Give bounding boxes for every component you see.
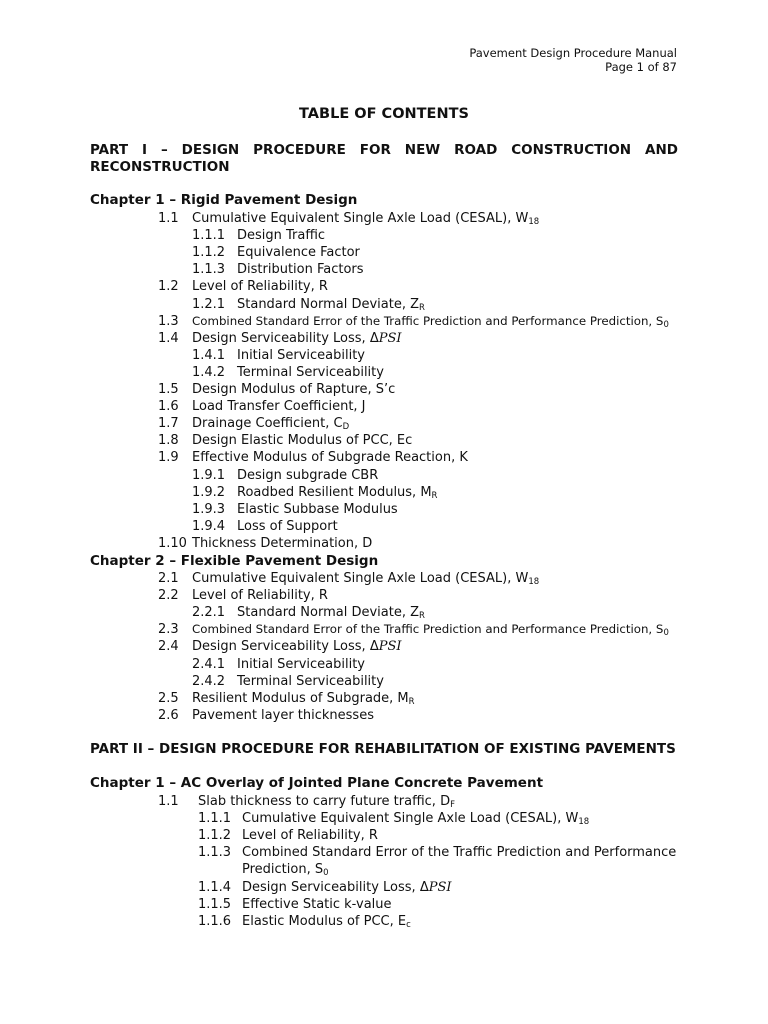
toc-entry-title: Drainage Coefficient, $C_D$ (192, 416, 350, 433)
toc-entry-title: Initial Serviceability (237, 656, 365, 672)
toc-entry-number: 1.1.1 (198, 811, 232, 827)
toc-entry-title: Design Elastic Modulus of PCC, Ec (192, 433, 413, 449)
part-1-heading: PART I – DESIGN PROCEDURE FOR NEW ROAD CONSTRUCTION AND RECONSTRUCTION (90, 142, 678, 175)
toc-entry-number: 1.1.1 (192, 228, 226, 244)
toc-entry-number: 2.5 (158, 690, 179, 706)
toc-entry-number: 1.2.1 (192, 296, 226, 312)
toc-entry-number: 1.9.4 (192, 518, 226, 534)
toc-entry-title: Level of Reliability, R (192, 279, 328, 295)
toc-title: TABLE OF CONTENTS (299, 106, 469, 122)
toc-entry-title: Level of Reliability, R (192, 588, 328, 604)
subscript: R (408, 696, 415, 707)
toc-entry-number: 1.6 (158, 399, 179, 415)
toc-entry-number: 1.1.2 (198, 828, 232, 844)
toc-entry-number: 2.4.2 (192, 673, 226, 689)
toc-entry-number: 2.4 (158, 639, 179, 655)
toc-entry-title: Level of Reliability, R (242, 828, 378, 844)
toc-entry-title: Combined Standard Error of the Traffic Prediction and Performance Prediction, $S_0$ (192, 622, 669, 639)
toc-entry-number: 1.4.2 (192, 364, 226, 380)
toc-entry-title: Effective Static k-value (242, 896, 392, 912)
part-1-chapter-1-heading: Chapter 1 – Rigid Pavement Design (90, 192, 358, 208)
toc-entry-title: Elastic Subbase Modulus (237, 501, 398, 517)
toc-entry-title: Load Transfer Coefficient, J (192, 399, 366, 415)
toc-entry-title: Equivalence Factor (237, 245, 360, 261)
toc-entry-title: Elastic Modulus of PCC, $E_c$ (242, 913, 411, 930)
toc-entry-title: Loss of Support (237, 518, 338, 534)
toc-entry-title: Effective Modulus of Subgrade Reaction, K (192, 450, 468, 466)
toc-entry-number: 1.1 (158, 211, 179, 226)
part-1-chapter-2-heading: Chapter 2 – Flexible Pavement Design (90, 553, 379, 569)
toc-entry-title: Design Serviceability Loss, ΔPSI (242, 879, 452, 895)
toc-entry-number: 1.3 (158, 313, 179, 329)
toc-entry-number: 1.1.2 (192, 245, 226, 261)
subscript: 0 (663, 628, 669, 639)
toc-entry-title: Cumulative Equivalent Single Axle Load (CESAL), $W_{18}$ (192, 211, 540, 227)
toc-entry-title: Terminal Serviceability (237, 364, 384, 380)
toc-entry-title: Cumulative Equivalent Single Axle Load (CESAL), $W_{18}$ (242, 811, 590, 828)
subscript: c (406, 919, 411, 930)
toc-entry-title: Distribution Factors (237, 262, 364, 278)
toc-entry-title: Combined Standard Error of the Traffic Prediction and Performance Prediction, $S_0$ (192, 313, 669, 330)
toc-entry-title: Standard Normal Deviate, $Z_R$ (237, 296, 425, 313)
subscript: 0 (663, 319, 669, 330)
toc-entry-number: 1.4 (158, 330, 179, 346)
toc-entry-title: Roadbed Resilient Modulus, $M_R$ (237, 484, 438, 501)
toc-entry-title: Pavement layer thicknesses (192, 707, 374, 723)
toc-entry-number: 2.1 (158, 571, 179, 586)
toc-entry-number: 2.3 (158, 622, 179, 638)
toc-entry-number: 1.9.3 (192, 501, 226, 517)
toc-entry-number: 1.1.3 (198, 845, 232, 861)
toc-entry-title: Thickness Determination, D (192, 535, 373, 551)
subscript: 0 (323, 868, 329, 879)
toc-entry-title: Slab thickness to carry future traffic, $D_F$ (198, 794, 455, 810)
toc-entry-number: 1.9 (158, 450, 179, 466)
toc-entry-number: 1.10 (158, 535, 187, 551)
page-header (469, 46, 677, 74)
toc-entry-number: 1.1.3 (192, 262, 226, 278)
toc-entry-title: Design Serviceability Loss, ΔPSI (192, 330, 402, 346)
toc-entry-number: 1.1.6 (198, 913, 232, 929)
toc-entry-title: Design Serviceability Loss, ΔPSI (192, 639, 402, 655)
toc-entry-number: 2.6 (158, 707, 179, 723)
toc-entry-title: Terminal Serviceability (237, 673, 384, 689)
toc-entry-title: Combined Standard Error of the Traffic Prediction and Performance (242, 845, 677, 861)
toc-entry-number: 1.7 (158, 416, 179, 432)
subscript: 18 (528, 217, 540, 227)
subscript: 18 (578, 817, 590, 828)
subscript: R (431, 490, 438, 501)
toc-entry-title: Resilient Modulus of Subgrade, $M_R$ (192, 690, 415, 707)
toc-entry-title: Design Traffic (237, 228, 326, 244)
toc-entry-number: 1.1.4 (198, 879, 232, 895)
toc-entry-title: Design subgrade CBR (237, 467, 379, 483)
toc-entry-number: 2.4.1 (192, 656, 226, 672)
subscript: R (419, 611, 425, 622)
part-2-chapter-1-heading: Chapter 1 – AC Overlay of Jointed Plane Concrete Pavement (90, 775, 544, 791)
subscript: D (342, 422, 350, 433)
toc-entry-number: 1.1 (158, 794, 179, 809)
toc-entry-number: 2.2.1 (192, 605, 226, 621)
page-number: Page 1 of 87 (605, 60, 677, 74)
toc-entry-number: 1.4.1 (192, 347, 226, 363)
toc-entry-number: 1.5 (158, 382, 179, 397)
toc-entry-title: Initial Serviceability (237, 347, 365, 363)
subscript: R (419, 302, 425, 313)
toc-entry-number: 1.2 (158, 279, 179, 295)
subscript: 18 (528, 577, 540, 587)
toc-entry-title: Standard Normal Deviate, $Z_R$ (237, 605, 425, 622)
manual-title: Pavement Design Procedure Manual (469, 46, 677, 60)
toc-entry-title: Cumulative Equivalent Single Axle Load (CESAL), $W_{18}$ (192, 571, 540, 587)
toc-entry-number: 1.9.2 (192, 484, 226, 500)
toc-entry-title: Prediction, $S_0$ (242, 862, 329, 879)
toc-entry-number: 1.9.1 (192, 467, 226, 483)
subscript: F (450, 800, 455, 810)
part-2-heading: PART II – DESIGN PROCEDURE FOR REHABILITATION OF EXISTING PAVEMENTS (90, 741, 676, 757)
toc-entry-number: 1.8 (158, 433, 179, 449)
toc-entry-number: 1.1.5 (198, 896, 232, 912)
toc-entry-title: Design Modulus of Rapture, S’c (192, 382, 396, 397)
toc-entry-number: 2.2 (158, 588, 179, 604)
